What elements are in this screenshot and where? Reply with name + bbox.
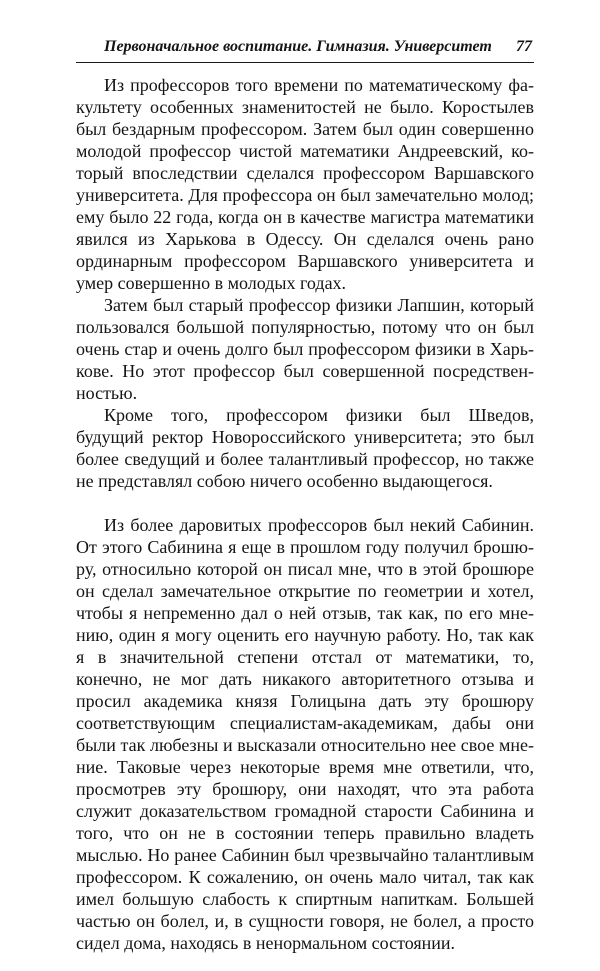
paragraph-2: Затем был старый профессор физики Лапшин, который пользовался большой популярностью, потому что он был очень стар и очень долго был профессором физики в Харькове. Но этот профессор был совершенной посредственностью. <box>76 295 534 403</box>
text-section-2 <box>76 514 534 954</box>
running-header <box>76 36 534 63</box>
book-page <box>76 36 534 953</box>
running-title: Первоначальное воспитание. Гимназия. Университет <box>104 38 492 55</box>
paragraph-3: Кроме того, профессором физики был Шведов, будущий ректор Новороссийского университета; это был более сведущий и более талантливый профессор, но также не представлял собою ничего особенно выдающегося. <box>76 405 534 491</box>
page-number: 77 <box>516 38 532 55</box>
paragraph-4: Из более даровитых профессоров был некий Сабинин. От этого Сабинина я еще в прошлом году получил брошюру, относильно которой он писал мне, что в этой брошюре он сделал замечательное открытие по геометрии и хотел, чтобы я непременно дал о ней отзыв, так как, по его мнению, один я могу оценить его научную работу. Но, так как я в значительной степени отстал от математики, то, конечно, не мог дать никакого авторитетного отзыва и просил академика князя Голицына дать эту брошюру соответствующим специалистам-академикам, дабы они были так любезны и высказали относительно нее свое мнение. Таковые через некоторые время мне ответили, что, просмотрев эту брошюру, они находят, что эта работа служит доказательством громадной старости Сабинина и того, что он не в состоянии теперь правильно владеть мыслью. Но ранее Сабинин был чрезвычайно талантливым профессором. К сожалению, он очень мало читал, так как имел большую слабость к спиртным напиткам. Большей частью он болел, и, в сущности говоря, не болел, а просто сидел дома, находясь в ненормальном состоянии. <box>76 515 534 953</box>
text-section-1 <box>76 74 534 492</box>
paragraph-1: Из профессоров того времени по математическому факультету особенных знаменитостей не было. Коростылев был бездарным профессором. Затем был один совершенно молодой профессор чистой математики Андреевский, который впоследствии сделался профессором Варшавского университета. Для профессора он был замечательно молод; ему было 22 года, когда он в качестве магистра математики явился из Харькова в Одессу. Он сделался очень рано ординарным профессором Варшавского университета и умер совершенно в молодых годах. <box>76 75 534 293</box>
